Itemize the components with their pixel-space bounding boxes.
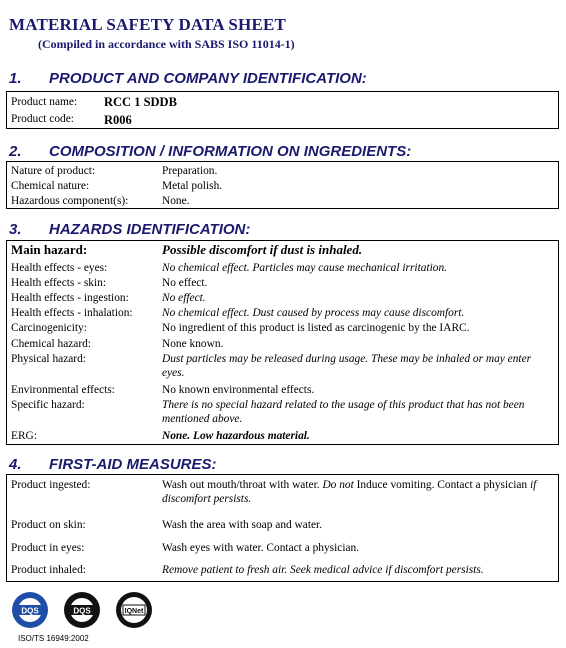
value-part: if discomfort persists. [162, 479, 537, 505]
logo-text: DQS [73, 606, 91, 616]
section-number: 3. [9, 221, 22, 238]
field-value: No effect. [162, 292, 206, 304]
dqs-logo-blue [12, 592, 48, 628]
field-label: ERG: [11, 430, 37, 442]
field-label: Carcinogenicity: [11, 322, 87, 334]
dqs-logo-black [64, 592, 100, 628]
section-3-box [6, 240, 559, 445]
field-value: No chemical effect. Dust caused by process may cause discomfort. [162, 307, 465, 319]
field-value [162, 478, 554, 506]
document-title: MATERIAL SAFETY DATA SHEET [9, 15, 287, 34]
field-label: Health effects - skin: [11, 277, 106, 289]
field-label: Environmental effects: [11, 384, 115, 396]
section-title: COMPOSITION / INFORMATION ON INGREDIENTS: [49, 143, 412, 160]
field-value: No known environmental effects. [162, 384, 315, 396]
field-value: Remove patient to fresh air. Seek medical advice if discomfort persists. [162, 564, 484, 576]
field-value: There is no special hazard related to the usage of this product that has not been mentioned above. [162, 399, 525, 425]
field-value: Dust particles may be released during usage. These may be inhaled or may enter eyes. [162, 353, 532, 379]
section-2-box [6, 161, 559, 209]
section-1-box [6, 91, 559, 129]
field-value: None known. [162, 338, 224, 350]
field-value: Wash the area with soap and water. [162, 519, 323, 531]
field-label: Hazardous component(s): [11, 195, 129, 207]
logo-text: DQS [21, 606, 39, 616]
field-value: None. [162, 195, 190, 207]
section-2-heading [9, 143, 411, 160]
document-subtitle: (Compiled in accordance with SABS ISO 11014-1) [38, 37, 295, 51]
field-label: Health effects - eyes: [11, 262, 108, 274]
certification-logos-svg [8, 590, 158, 630]
iso-certification-text: ISO/TS 16949:2002 [18, 634, 89, 643]
section-number: 4. [9, 456, 22, 473]
section-title: HAZARDS IDENTIFICATION: [49, 221, 251, 238]
field-value: No effect. [162, 277, 208, 289]
certification-logos [8, 590, 158, 630]
section-3-heading [9, 221, 250, 238]
field-label: Product ingested: [11, 479, 91, 491]
product-name-value: RCC 1 SDDB [104, 95, 177, 109]
field-value: No ingredient of this product is listed as carcinogenic by the IARC. [162, 322, 470, 334]
main-hazard-label: Main hazard: [11, 242, 88, 257]
field-label: Product inhaled: [11, 564, 86, 576]
field-value: None. Low hazardous material. [162, 430, 310, 442]
field-value: Metal polish. [162, 180, 223, 192]
field-label: Chemical nature: [11, 180, 90, 192]
field-label: Health effects - inhalation: [11, 307, 133, 319]
field-value: Preparation. [162, 165, 218, 177]
value-part: Induce vomiting. Contact a physician [353, 479, 530, 491]
section-4-box [6, 474, 559, 582]
section-title: PRODUCT AND COMPANY IDENTIFICATION: [49, 70, 367, 87]
field-label: Chemical hazard: [11, 338, 92, 350]
iqnet-logo [116, 592, 152, 628]
value-part: Wash out mouth/throat with water. [162, 479, 323, 491]
section-title: FIRST-AID MEASURES: [49, 456, 217, 473]
main-hazard-value: Possible discomfort if dust is inhaled. [162, 242, 363, 257]
field-label: Product in eyes: [11, 542, 85, 554]
field-label: Specific hazard: [11, 399, 85, 411]
section-4-heading [9, 456, 217, 473]
field-label: Physical hazard: [11, 353, 86, 365]
section-number: 1. [9, 70, 22, 87]
section-number: 2. [9, 143, 22, 160]
field-label: Nature of product: [11, 165, 96, 177]
section-1-heading [9, 70, 367, 87]
field-label: Product name: [11, 96, 78, 108]
field-label: Health effects - ingestion: [11, 292, 129, 304]
product-code-value: R006 [104, 113, 132, 127]
field-label: Product on skin: [11, 519, 86, 531]
field-label: Product code: [11, 113, 74, 125]
field-value: No chemical effect. Particles may cause mechanical irritation. [162, 262, 448, 274]
value-part: Do not [322, 479, 354, 491]
logo-text: IQNet [124, 608, 144, 615]
field-value: Wash eyes with water. Contact a physician. [162, 542, 360, 554]
